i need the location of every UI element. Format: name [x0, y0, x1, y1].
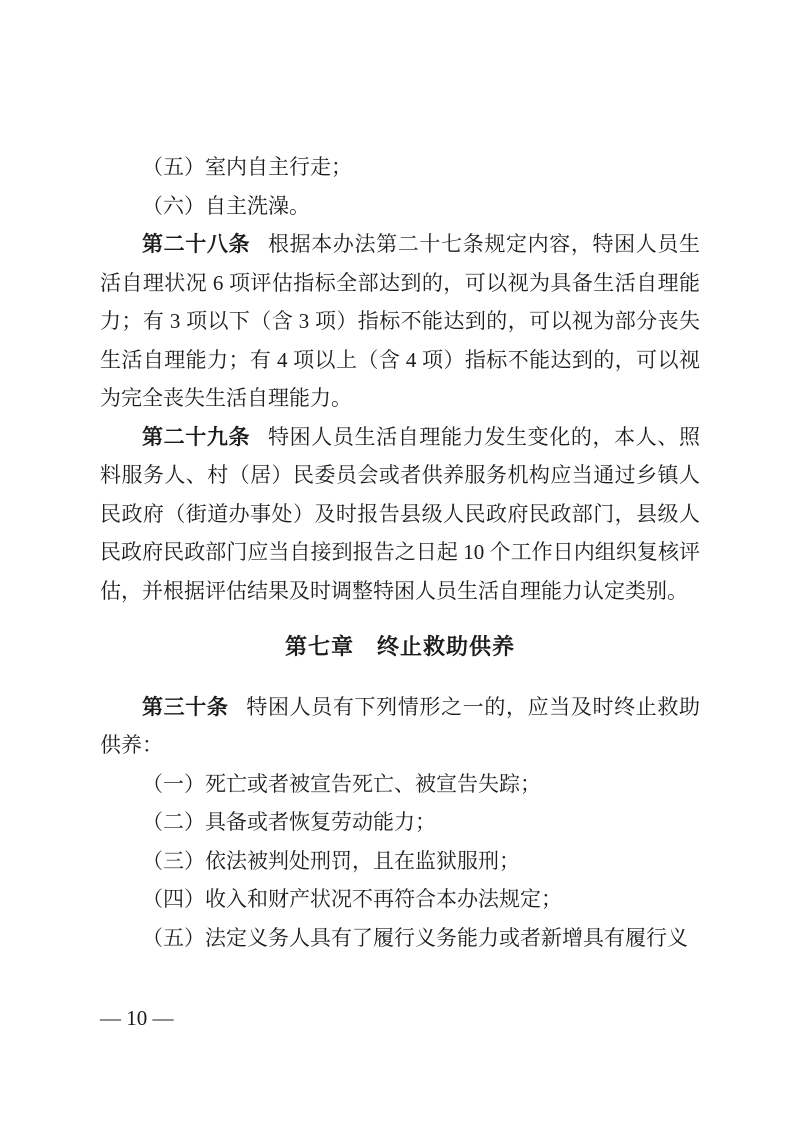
article-28: [100, 225, 700, 418]
termination-item-4: （四）收入和财产状况不再符合本办法规定；: [142, 887, 562, 911]
article-29-text: 特困人员生活自理能力发生变化的，本人、照料服务人、村（居）民委员会或者供养服务机构应当通过乡镇人民政府（街道办事处）及时报告县级人民政府民政部门，县级人民政府民政部门应当自接到报告之日起 10 个工作日内组织复核评估，并根据评估结果及时调整特困人员生活自理能力认定类别。: [100, 424, 701, 603]
list-item-6-bathing: （六）自主洗澡。: [142, 193, 310, 218]
list-item-5-walking: （五）室内自主行走；: [142, 155, 352, 179]
article-30-label: 第三十条: [142, 694, 229, 719]
article-30: [100, 688, 700, 765]
article-30-text: 特困人员有下列情形之一的，应当及时终止救助供养：: [100, 694, 701, 757]
termination-item-2: （二）具备或者恢复劳动能力；: [142, 810, 436, 834]
article-29: [100, 418, 700, 611]
termination-item-3: （三）依法被判处刑罚，且在监狱服刑；: [142, 848, 520, 873]
article-29-label: 第二十九条: [142, 424, 251, 449]
article-28-label: 第二十八条: [142, 232, 251, 256]
chapter-7-heading: 第七章 终止救助供养: [284, 634, 515, 659]
article-28-text: 根据本办法第二十七条规定内容，特困人员生活自理状况 6 项评估指标全部达到的，可以视为具备生活自理能力；有 3 项以下（含 3 项）指标不能达到的，可以视为部分丧失生活自理能力；有 4 项以上（含 4 项）指标不能达到的，可以视为完全丧失生活自理能力。: [100, 232, 701, 410]
page-number: — 10 —: [100, 1006, 174, 1030]
termination-item-5: （五）法定义务人具有了履行义务能力或者新增具有履行义: [142, 925, 688, 950]
document-content: [100, 0, 700, 957]
termination-item-1: （一）死亡或者被宣告死亡、被宣告失踪；: [142, 771, 541, 796]
